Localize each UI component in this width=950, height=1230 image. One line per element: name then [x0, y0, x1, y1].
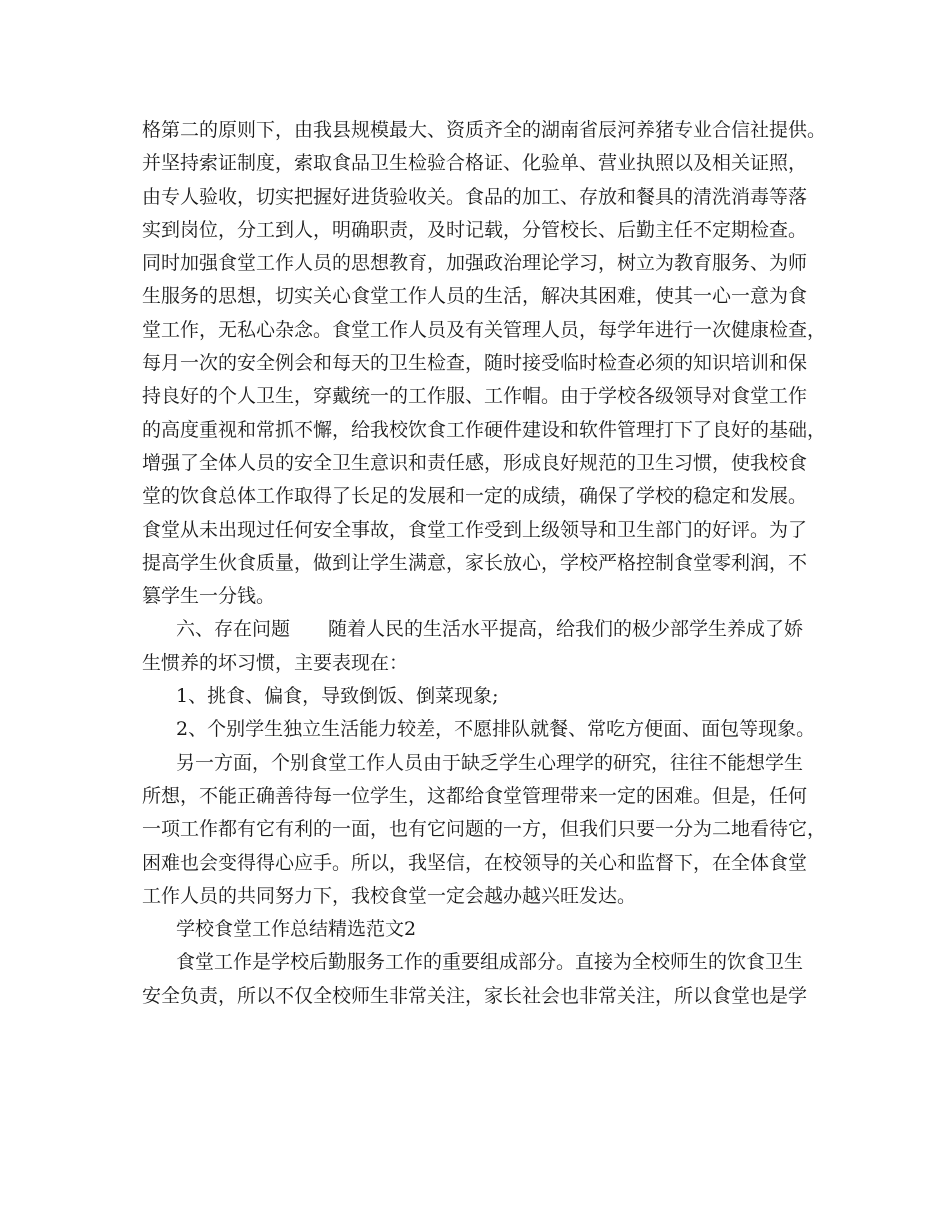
list-item: 1、挑食、偏食，导致倒饭、倒菜现象; — [176, 685, 499, 708]
list-item: 2、个别学生独立生活能力较差，不愿排队就餐、常吃方便面、面包等现象。 — [176, 718, 816, 741]
text-line: 实到岗位，分工到人，明确职责，及时记载，分管校长、后勤主任不定期检查。 — [142, 218, 808, 241]
text-line: 食堂从未出现过任何安全事故，食堂工作受到上级领导和卫生部门的好评。为了 — [142, 518, 808, 541]
text-line: 所想，不能正确善待每一位学生，这都给食堂管理带来一定的困难。但是，任何 — [142, 784, 808, 807]
text-line: 生服务的思想，切实关心食堂工作人员的生活，解决其困难，使其一心一意为食 — [142, 285, 808, 308]
text-line: 生惯养的坏习惯，主要表现在： — [142, 651, 409, 674]
text-line: 堂工作，无私心杂念。食堂工作人员及有关管理人员，每学年进行一次健康检查， — [142, 318, 827, 341]
text-line: 格第二的原则下，由我县规模最大、资质齐全的湖南省辰河养猪专业合信社提供。 — [142, 119, 827, 141]
text-line: 堂的饮食总体工作取得了长足的发展和一定的成绩，确保了学校的稳定和发展。 — [142, 485, 808, 508]
text-line: 每月一次的安全例会和每天的卫生检查，随时接受临时检查必须的知识培训和保 — [142, 352, 808, 375]
text-line: 的高度重视和常抓不懈，给我校饮食工作硬件建设和软件管理打下了良好的基础， — [142, 418, 827, 441]
text-line: 另一方面，个别食堂工作人员由于缺乏学生心理学的研究，往往不能想学生 — [176, 751, 804, 774]
text-line: 并坚持索证制度，索取食品卫生检验合格证、化验单、营业执照以及相关证照， — [142, 152, 808, 175]
text-line: 工作人员的共同努力下，我校食堂一定会越办越兴旺发达。 — [142, 884, 637, 907]
text-line: 持良好的个人卫生，穿戴统一的工作服、工作帽。由于学校各级领导对食堂工作 — [142, 385, 808, 408]
text-line: 食堂工作是学校后勤服务工作的重要组成部分。直接为全校师生的饮食卫生 — [176, 951, 804, 974]
document-body — [142, 114, 827, 1013]
section-heading-line: 六、存在问题 随着人民的生活水平提高，给我们的极少部学生养成了娇 — [176, 618, 804, 641]
section-title: 学校食堂工作总结精选范文2 — [176, 918, 417, 941]
text-line: 安全负责，所以不仅全校师生非常关注，家长社会也非常关注，所以食堂也是学 — [142, 984, 808, 1007]
text-line: 同时加强食堂工作人员的思想教育，加强政治理论学习，树立为教育服务、为师 — [142, 252, 808, 275]
text-line: 困难也会变得得心应手。所以，我坚信，在校领导的关心和监督下，在全体食堂 — [142, 851, 808, 874]
text-line: 一项工作都有它有利的一面，也有它问题的一方，但我们只要一分为二地看待它， — [142, 818, 827, 841]
text-line: 由专人验收，切实把握好进货验收关。食品的加工、存放和餐具的清洗消毒等落 — [142, 185, 808, 208]
text-line: 篡学生一分钱。 — [142, 585, 276, 608]
text-line: 增强了全体人员的安全卫生意识和责任感，形成良好规范的卫生习惯，使我校食 — [142, 451, 808, 474]
text-line: 提高学生伙食质量，做到让学生满意，家长放心，学校严格控制食堂零利润，不 — [142, 551, 808, 574]
